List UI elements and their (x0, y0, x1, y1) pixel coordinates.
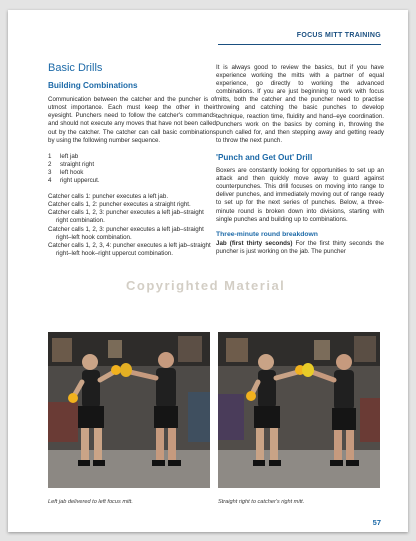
call-line: Catcher calls 1, 2, 3: puncher executes a left jab–straight right combination. (48, 209, 204, 225)
subheading: Building Combinations (48, 81, 138, 91)
list-item: 2 straight right (48, 160, 95, 168)
catcher-calls (48, 193, 216, 258)
list-item: 3 left hook (48, 168, 84, 176)
book-page (8, 10, 408, 532)
list-item: 1 left jab (48, 152, 79, 160)
review-paragraph: It is always good to review the basics, but if you have experience working the mitts with a partner of equal experience, go directly to working the advanced combinations. If you are just beginning to work with focus mitts, both the catcher and the puncher need to practise throwing and catching the basic punches to develop technique, reaction time, fluidity and hand–eye coordination. Punchers work on the basics by coming in, throwing the punch called for, and then stepping away and getting ready to throw the next punch. (216, 64, 384, 144)
intro-paragraph: Communication between the catcher and the puncher is of utmost importance. Each must keep the other in their eyesight. Punchers need to follow the catcher's commands and should not execute any moves that have not been called out by the catcher. The catcher can call basic combinations by using the following number sequence. (48, 96, 216, 144)
focus-mitt (302, 363, 314, 377)
round-heading: Three-minute round breakdown (216, 230, 318, 238)
call-line: Catcher calls 1: puncher executes a left jab. (48, 193, 169, 201)
photo-straight-right (218, 332, 380, 488)
call-line: Catcher calls 1, 2, 3: puncher executes a left jab–straight right–left hook combination. (48, 225, 204, 241)
call-line: Catcher calls 1, 2, 3, 4: puncher executes a left jab–straight right–left hook–right uppercut combination. (48, 241, 211, 257)
jab-paragraph (216, 240, 384, 256)
call-line: Catcher calls 1, 2: puncher executes a straight right. (48, 201, 191, 209)
drill-heading: 'Punch and Get Out' Drill (216, 152, 313, 162)
running-head-rule (218, 44, 381, 45)
boxing-photo-illustration (218, 332, 380, 488)
jab-label: Jab (first thirty seconds) (216, 239, 293, 247)
section-title: Basic Drills (48, 62, 103, 74)
page-number: 57 (372, 518, 381, 527)
right-column (216, 64, 384, 256)
photo-left-jab (48, 332, 210, 488)
boxing-photo-illustration (48, 332, 210, 488)
number-sequence-list (48, 153, 216, 185)
left-boxing-glove (111, 365, 121, 375)
left-column (48, 60, 216, 258)
photo-caption: Left jab delivered to left focus mitt. (48, 499, 133, 505)
copyright-watermark: Copyrighted Material (126, 278, 286, 293)
list-item: 4 right uppercut. (48, 177, 100, 185)
focus-mitt (120, 363, 132, 377)
drill-paragraph: Boxers are constantly looking for opportunities to set up an attack and then quickly move away to guard against counterpunches. This drill focuses on moving into range to deliver punches, and immediately moving out of range ready to set up for the next series of punches. Below, a three-minute round is broken down into divisions, starting with single punches and building up to combinations. (216, 167, 384, 223)
jab-text: For the first thirty seconds the puncher is just working on the jab. The puncher (216, 239, 384, 255)
running-head: FOCUS MITT TRAINING (296, 32, 381, 39)
photo-caption: Straight right to catcher's right mitt. (218, 499, 305, 505)
